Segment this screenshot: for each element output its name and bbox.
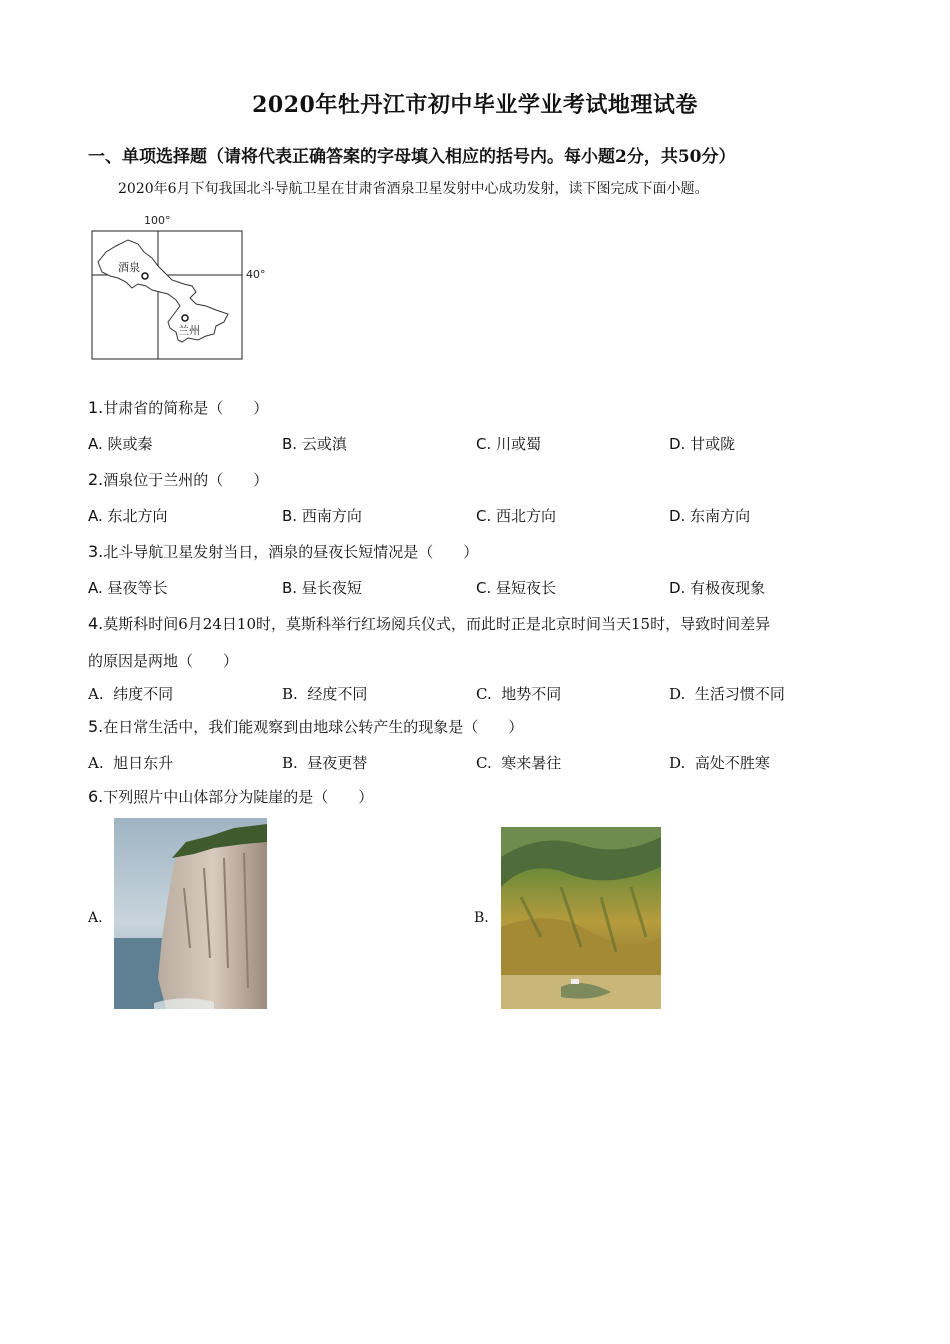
option-letter: B. [282, 507, 298, 525]
option-text: 昼短夜长 [496, 579, 557, 597]
jiuquan-marker [142, 273, 148, 279]
option-c[interactable] [476, 577, 556, 598]
image-option-a-label[interactable]: A. [88, 910, 103, 926]
intro-text: 2020年6月下旬我国北斗导航卫星在甘肃省酒泉卫星发射中心成功发射，读下图完成下面小题。 [118, 181, 709, 197]
question-4 [88, 613, 770, 634]
option-d[interactable] [669, 752, 770, 773]
option-a[interactable] [88, 683, 173, 704]
gansu-outline [98, 240, 228, 342]
option-letter: D. [669, 507, 686, 525]
question-5 [88, 716, 523, 737]
option-text: 生活习惯不同 [694, 685, 785, 703]
option-text: 东北方向 [107, 507, 168, 525]
question-text: 北斗导航卫星发射当日，酒泉的昼夜长短情况是（ ） [103, 543, 479, 561]
question-3 [88, 541, 478, 562]
option-text: 陕或秦 [107, 435, 153, 453]
question-text: 在日常生活中，我们能观察到由地球公转产生的现象是（ ） [103, 718, 524, 736]
option-text: 寒来暑往 [501, 754, 562, 772]
option-text: 东南方向 [690, 507, 751, 525]
option-d[interactable] [669, 433, 735, 454]
question-6 [88, 786, 373, 807]
option-b[interactable] [282, 577, 362, 598]
option-letter: C. [476, 754, 492, 772]
option-letter: A. [88, 507, 103, 525]
option-letter: B. [282, 754, 298, 772]
option-letter: B. [282, 435, 298, 453]
option-letter: D. [669, 685, 686, 703]
option-letter: A. [88, 579, 103, 597]
option-text: 旭日东升 [113, 754, 174, 772]
question-text: 酒泉位于兰州的（ ） [103, 471, 269, 489]
option-text: 西南方向 [301, 507, 362, 525]
question-1 [88, 397, 268, 418]
option-b[interactable] [282, 433, 347, 454]
question-4-continued: 的原因是两地（ ） [88, 652, 239, 670]
option-letter: D. [669, 579, 686, 597]
option-b[interactable] [282, 752, 367, 773]
option-d[interactable] [669, 683, 785, 704]
option-letter: D. [669, 435, 686, 453]
option-text: 经度不同 [307, 685, 368, 703]
option-text: 西北方向 [496, 507, 557, 525]
question-2 [88, 469, 268, 490]
option-c[interactable] [476, 752, 561, 773]
option-text: 川或蜀 [496, 435, 542, 453]
option-letter: A. [88, 435, 103, 453]
option-text: 昼夜等长 [107, 579, 168, 597]
option-text: 甘或陇 [690, 435, 736, 453]
question-text: 下列照片中山体部分为陡崖的是（ ） [103, 788, 374, 806]
question-number: 6. [88, 787, 104, 806]
city-lanzhou-label: 兰州 [178, 324, 200, 337]
question-number: 5. [88, 717, 104, 736]
option-letter: A. [88, 685, 104, 703]
option-letter: D. [669, 754, 686, 772]
lon-label: 100° [144, 214, 171, 227]
question-number: 3. [88, 542, 104, 561]
option-a[interactable] [88, 505, 168, 526]
option-d[interactable] [669, 505, 750, 526]
question-text: 甘肃省的简称是（ ） [103, 399, 269, 417]
option-letter: C. [476, 507, 492, 525]
option-b[interactable] [282, 505, 362, 526]
option-letter: B. [282, 579, 298, 597]
lat-label: 40° [246, 268, 266, 281]
option-letter: C. [476, 435, 492, 453]
section-heading: 一、单项选择题（请将代表正确答案的字母填入相应的括号内。每小题2分，共50分） [88, 147, 736, 167]
question-number: 4. [88, 614, 104, 633]
question-text: 莫斯科时间6月24日10时，莫斯科举行红场阅兵仪式，而此时正是北京时间当天15时，导致时间差异 [103, 615, 771, 633]
question-number: 1. [88, 398, 104, 417]
option-b[interactable] [282, 683, 367, 704]
option-c[interactable] [476, 683, 561, 704]
page-title: 2020年牡丹江市初中毕业学业考试地理试卷 [252, 92, 698, 118]
option-letter: A. [88, 754, 104, 772]
lanzhou-marker [182, 315, 188, 321]
option-letter: C. [476, 685, 492, 703]
gansu-map [86, 210, 276, 365]
option-c[interactable] [476, 433, 541, 454]
option-letter: B. [282, 685, 298, 703]
city-jiuquan-label: 酒泉 [118, 261, 140, 274]
option-a[interactable] [88, 752, 173, 773]
option-text: 地势不同 [501, 685, 562, 703]
option-text: 昼夜更替 [307, 754, 368, 772]
option-text: 高处不胜寒 [694, 754, 770, 772]
option-a[interactable] [88, 433, 153, 454]
option-letter: C. [476, 579, 492, 597]
mountain-photo[interactable] [501, 827, 661, 1009]
option-text: 昼长夜短 [301, 579, 362, 597]
cliff-photo[interactable] [114, 818, 267, 1009]
question-number: 2. [88, 470, 104, 489]
option-text: 纬度不同 [113, 685, 174, 703]
option-d[interactable] [669, 577, 765, 598]
option-c[interactable] [476, 505, 556, 526]
option-a[interactable] [88, 577, 168, 598]
option-text: 有极夜现象 [690, 579, 766, 597]
image-option-b-label[interactable]: B. [474, 910, 489, 926]
option-text: 云或滇 [301, 435, 347, 453]
